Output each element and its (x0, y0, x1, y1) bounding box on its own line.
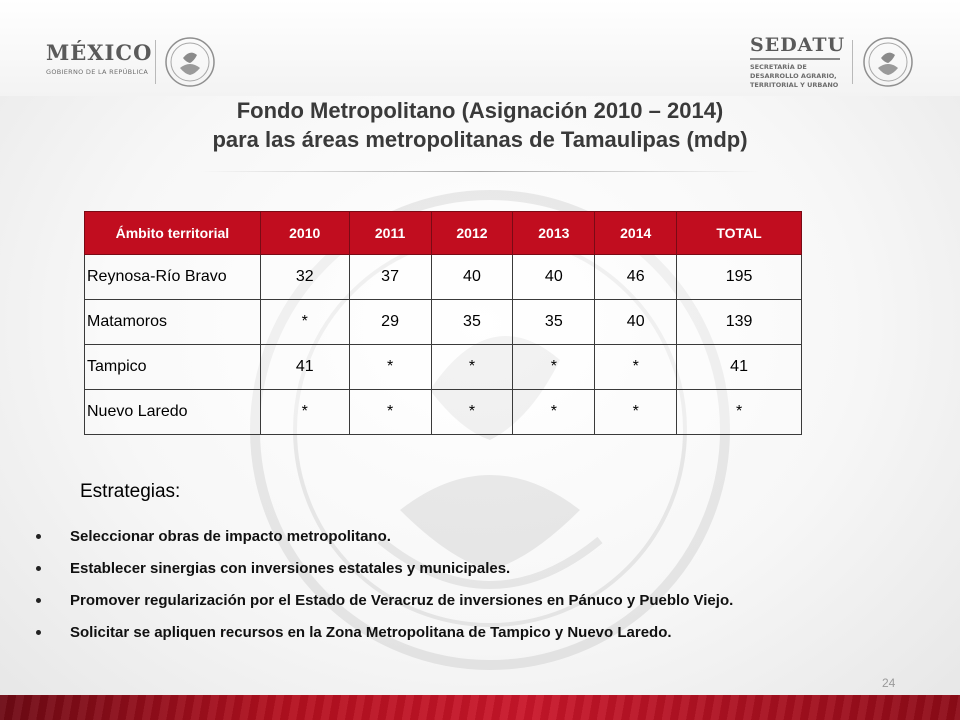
table-row (85, 300, 802, 345)
table-cell: 40 (595, 300, 677, 345)
table-cell: Matamoros (85, 300, 261, 345)
logo-separator-right (852, 40, 853, 84)
list-item (34, 527, 934, 559)
table-cell: * (260, 390, 349, 435)
table-cell: 195 (677, 255, 802, 300)
column-header: 2013 (513, 212, 595, 255)
column-header: Ámbito territorial (85, 212, 261, 255)
table-row (85, 345, 802, 390)
table-cell: * (513, 390, 595, 435)
table-cell: 35 (513, 300, 595, 345)
table-cell: 32 (260, 255, 349, 300)
column-header: 2011 (349, 212, 431, 255)
mexico-logo (46, 40, 153, 76)
table-row (85, 390, 802, 435)
table-cell: * (260, 300, 349, 345)
list-item (34, 591, 934, 623)
table-cell: * (349, 345, 431, 390)
mexico-wordmark: MÉXICO (46, 40, 153, 65)
bullet-icon (36, 598, 41, 603)
table-header-row (85, 212, 802, 255)
column-header: TOTAL (677, 212, 802, 255)
table-cell: Reynosa-Río Bravo (85, 255, 261, 300)
strategies-list (34, 527, 934, 655)
list-item (34, 623, 934, 655)
table-cell: 29 (349, 300, 431, 345)
table-cell: 41 (260, 345, 349, 390)
title-line-1: Fondo Metropolitano (Asignación 2010 – 2014) (236, 98, 724, 123)
title-line-2: para las áreas metropolitanas de Tamaulipas (mdp) (212, 127, 748, 152)
table-cell: 40 (431, 255, 513, 300)
sedatu-line: SECRETARÍA DE (750, 63, 807, 71)
coat-of-arms-seal-icon (862, 36, 914, 88)
mexico-subtitle: GOBIERNO DE LA REPÚBLICA (46, 68, 149, 76)
page-number: 24 (882, 676, 896, 690)
table-cell: 41 (677, 345, 802, 390)
coat-of-arms-seal-icon (164, 36, 216, 88)
table-cell: * (595, 390, 677, 435)
table-cell: * (513, 345, 595, 390)
sedatu-line: TERRITORIAL Y URBANO (750, 81, 839, 89)
column-header: 2012 (431, 212, 513, 255)
logo-separator-left (155, 40, 156, 84)
table-cell: Tampico (85, 345, 261, 390)
list-item-text: Establecer sinergias con inversiones estatales y municipales. (70, 560, 511, 577)
slide-title (100, 96, 860, 154)
bullet-icon (36, 534, 41, 539)
sedatu-line: DESARROLLO AGRARIO, (750, 72, 837, 80)
sedatu-wordmark: SEDATU (750, 34, 846, 56)
list-item-text: Promover regularización por el Estado de Veracruz de inversiones en Pánuco y Pueblo Viejo. (70, 592, 734, 609)
sedatu-logo (750, 34, 846, 90)
table-cell: 37 (349, 255, 431, 300)
list-item-text: Solicitar se apliquen recursos en la Zona Metropolitana de Tampico y Nuevo Laredo. (70, 624, 672, 641)
table-cell: Nuevo Laredo (85, 390, 261, 435)
sedatu-bar (750, 58, 840, 60)
table-cell: * (431, 345, 513, 390)
table-cell: * (349, 390, 431, 435)
title-divider (200, 171, 760, 172)
allocation-table (84, 211, 802, 435)
footer-red-bar (0, 695, 960, 720)
table-cell: 35 (431, 300, 513, 345)
table-cell: * (595, 345, 677, 390)
bullet-icon (36, 566, 41, 571)
table-row (85, 255, 802, 300)
table-cell: 40 (513, 255, 595, 300)
table-cell: 46 (595, 255, 677, 300)
table-cell: * (677, 390, 802, 435)
table-cell: 139 (677, 300, 802, 345)
table-cell: * (431, 390, 513, 435)
bullet-icon (36, 630, 41, 635)
strategies-heading: Estrategias: (80, 481, 181, 502)
list-item (34, 559, 934, 591)
column-header: 2014 (595, 212, 677, 255)
column-header: 2010 (260, 212, 349, 255)
list-item-text: Seleccionar obras de impacto metropolitano. (70, 528, 391, 545)
